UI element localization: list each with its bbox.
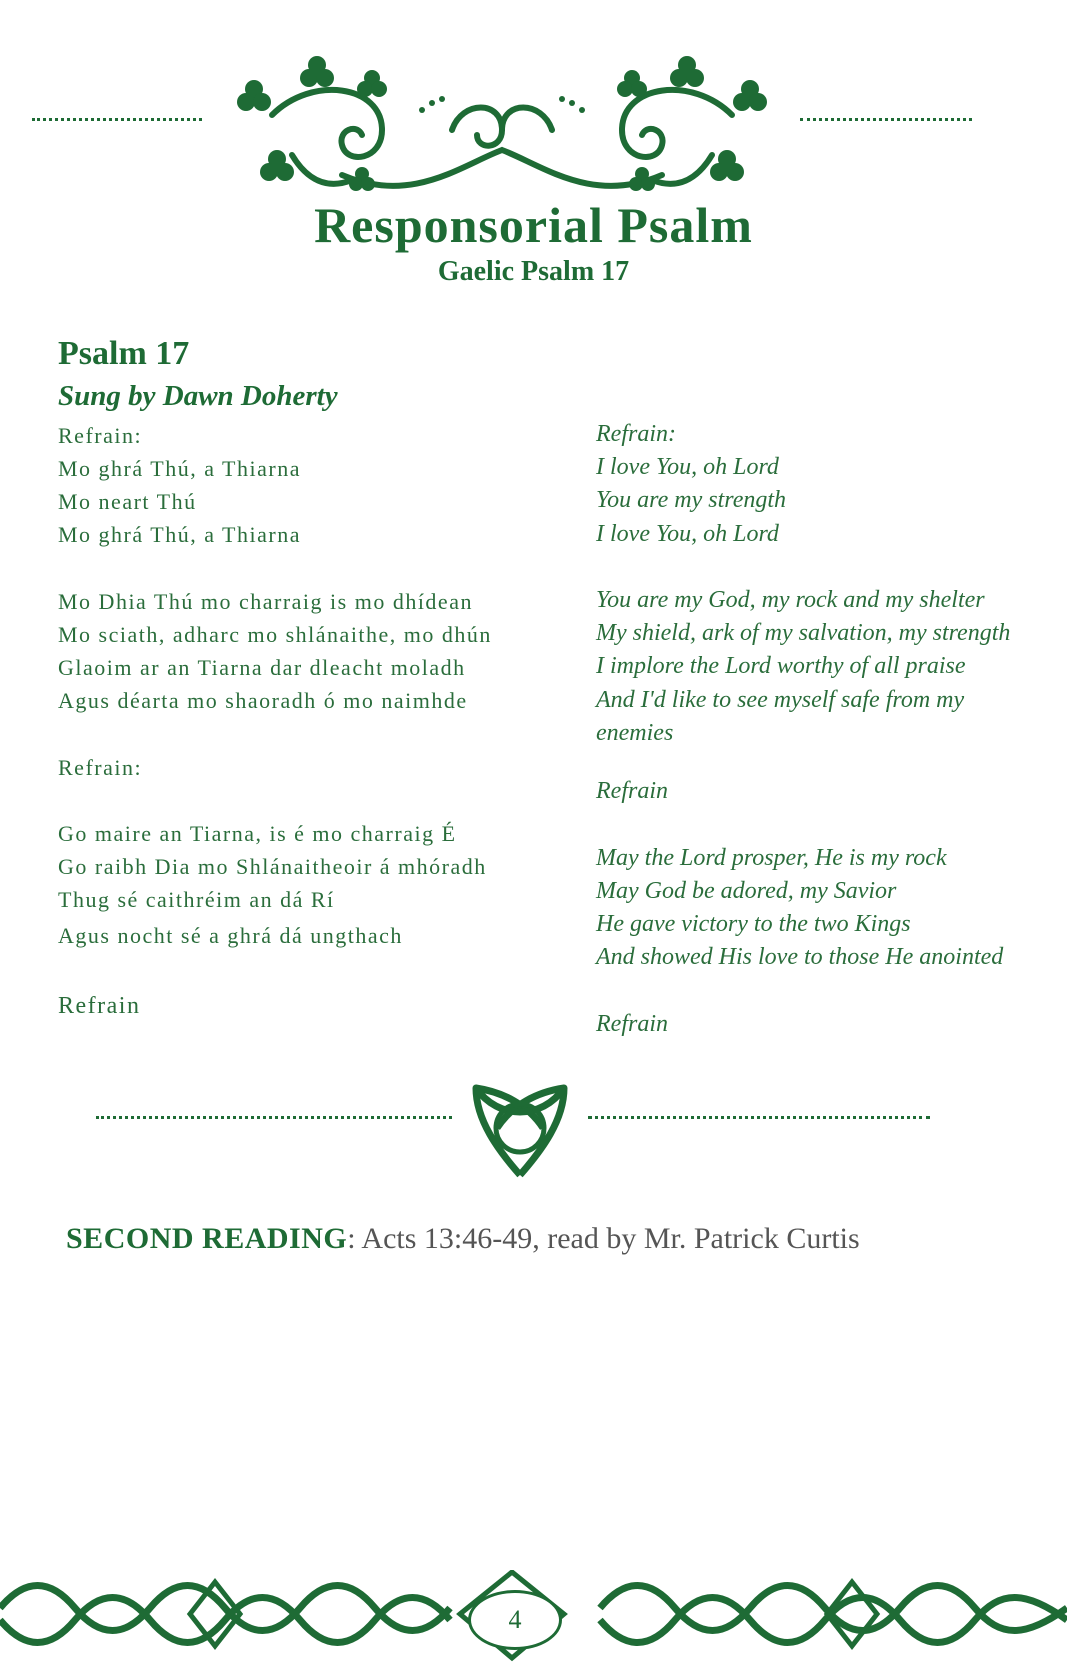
gaelic-line: Mo sciath, adharc mo shlánaithe, mo dhún (58, 622, 492, 647)
english-line: My shield, ark of my salvation, my strength (596, 620, 1011, 646)
gaelic-line: Glaoim ar an Tiarna dar dleacht moladh (58, 655, 466, 680)
english-line: And I'd like to see myself safe from my (596, 687, 965, 713)
gaelic-line: Agus nocht sé a ghrá dá ungthach (58, 923, 403, 948)
gaelic-line: Refrain (58, 993, 141, 1019)
english-line: Refrain (596, 778, 668, 804)
singer-credit: Sung by Dawn Doherty (58, 380, 338, 412)
psalm-heading: Psalm 17 (58, 335, 190, 372)
second-reading-label: SECOND READING (66, 1222, 348, 1255)
gaelic-line: Refrain: (58, 423, 143, 448)
english-line: He gave victory to the two Kings (596, 911, 911, 937)
english-line: enemies (596, 720, 674, 746)
gaelic-line: Mo ghrá Thú, a Thiarna (58, 522, 301, 547)
gaelic-line: Mo ghrá Thú, a Thiarna (58, 456, 301, 481)
english-line: Refrain (596, 1011, 668, 1037)
page-subtitle: Gaelic Psalm 17 (437, 256, 630, 287)
gaelic-line: Thug sé caithréim an dá Rí (58, 887, 335, 912)
gaelic-line: Go raibh Dia mo Shlánaitheoir á mhóradh (58, 854, 487, 879)
shamrock-scroll-ornament-icon (232, 55, 772, 195)
page-title: Responsorial Psalm (314, 197, 753, 253)
gaelic-line: Go maire an Tiarna, is é mo charraig É (58, 821, 457, 846)
gaelic-line: Refrain: (58, 755, 143, 780)
english-line: You are my God, my rock and my shelter (596, 587, 985, 613)
english-line: Refrain: (596, 421, 676, 447)
english-line: May God be adored, my Savior (596, 878, 897, 904)
english-line: You are my strength (596, 487, 787, 513)
trinity-knot-icon (468, 1080, 572, 1180)
english-line: May the Lord prosper, He is my rock (596, 845, 947, 871)
gaelic-line: Mo Dhia Thú mo charraig is mo dhídean (58, 589, 473, 614)
divider-right-dotted-rule (588, 1116, 930, 1119)
english-line: I implore the Lord worthy of all praise (596, 653, 966, 679)
english-line: And showed His love to those He anointed (596, 944, 1004, 970)
top-right-dotted-rule (800, 118, 972, 121)
top-left-dotted-rule (32, 118, 202, 121)
divider-left-dotted-rule (96, 1116, 452, 1119)
second-reading-text: : Acts 13:46-49, read by Mr. Patrick Curtis (347, 1222, 860, 1255)
second-reading (66, 1222, 860, 1256)
page-number: 4 (468, 1590, 562, 1650)
english-line: I love You, oh Lord (596, 521, 779, 547)
gaelic-line: Agus déarta mo shaoradh ó mo naimhde (58, 688, 468, 713)
gaelic-line: Mo neart Thú (58, 489, 197, 514)
english-line: I love You, oh Lord (596, 454, 779, 480)
